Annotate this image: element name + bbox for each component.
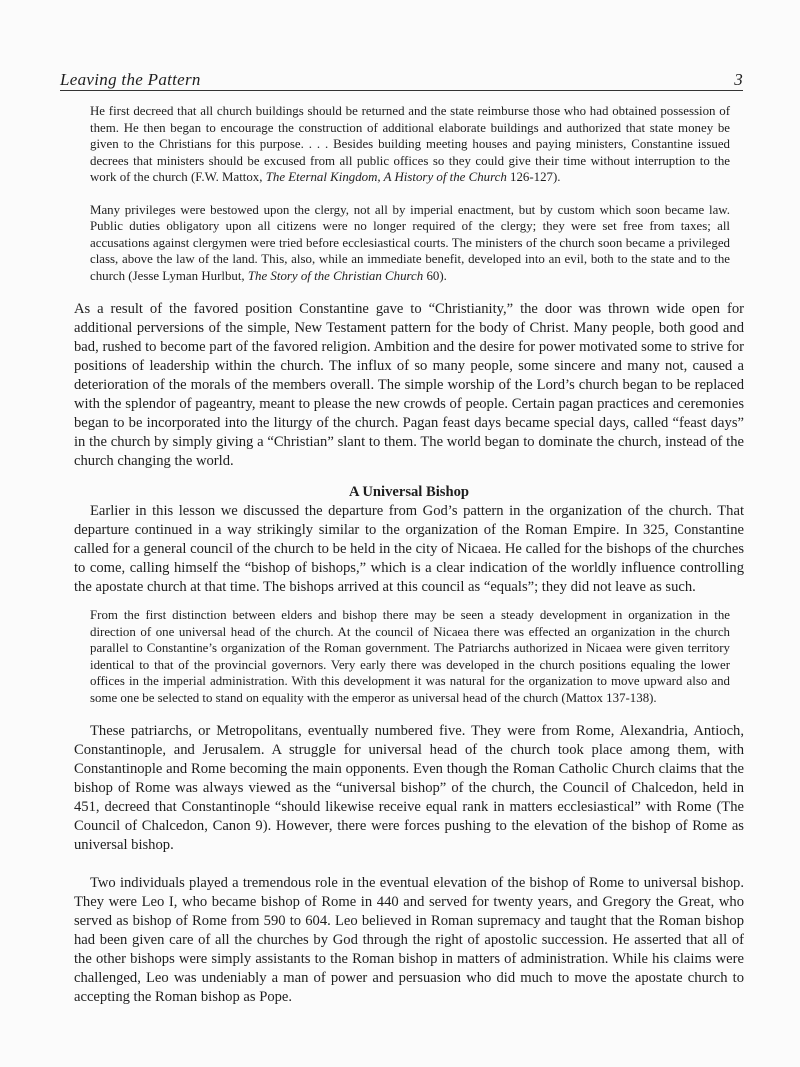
quote-citation-title: The Eternal Kingdom, A History of the Church — [265, 170, 507, 184]
quote-text: Many privileges were bestowed upon the clergy, not all by imperial enactment, but by custom which soon became law. Public duties obligatory upon all citizens were no longer required of the clergy; they were set free from taxes; all accusations against clergymen were tried before ecclesiastical courts. The ministers of the church soon became a privileged class, above the law of the land. This, also, while an immediate benefit, developed into an evil, both to the state and to the church (Jesse Lyman Hurlbut, — [90, 202, 730, 283]
page-number: 3 — [734, 70, 743, 89]
body-paragraph-3: These patriarchs, or Metropolitans, eventually numbered five. They were from Rome, Alexandria, Antioch, Constantinople, and Jerusalem. A struggle for universal head of the church took place among them, with Constantinople and Rome becoming the main opponents. Even though the Roman Catholic Church claims that the bishop of Rome was always viewed as the “universal bishop” of the church, the Council of Chalcedon, held in 451, decreed that Constantinople “should likewise receive equal rank in matters ecclesiastical” with Rome (The Council of Chalcedon, Canon 9). However, there were forces pushing to the elevation of the bishop of Rome as universal bishop. — [74, 723, 744, 853]
page-content — [74, 103, 744, 1007]
block-quote-hurlbut — [90, 202, 730, 285]
block-quote-mattox-1 — [90, 103, 730, 186]
running-title: Leaving the Pattern — [60, 70, 201, 89]
header-rule — [60, 90, 743, 91]
body-paragraph-4: Two individuals played a tremendous role in the eventual elevation of the bishop of Rome to universal bishop. They were Leo I, who became bishop of Rome in 440 and served for twenty years, and Gregory the Great, who served as bishop of Rome from 590 to 604. Leo believed in Roman supremacy and taught that the Roman bishop had been given care of all the churches by God through the right of apostolic succession. He asserted that all of the other bishops were simply assistants to the Roman bishop in matters of administration. While his claims were challenged, Leo was undeniably a man of power and persuasion who did much to move the apostate church to accepting the Roman bishop as Pope. — [74, 875, 744, 1005]
quote-citation-title: The Story of the Christian Church — [247, 268, 424, 283]
section-heading: A Universal Bishop — [348, 484, 470, 500]
body-paragraph-1: As a result of the favored position Constantine gave to “Christianity,” the door was thrown wide open for additional perversions of the simple, New Testament pattern for the body of Christ. Many people, both good and bad, rushed to become part of the favored religion. Ambition and the desire for power motivated some to strive for positions of leadership within the church. The influx of so many people, some sincere and many not, caused a deterioration of the morals of the members overall. The simple worship of the Lord’s church began to be replaced with the splendor of pageantry, meant to please the new crowds of people. Certain pagan practices and ceremonies began to be incorporated into the liturgy of the church. Pagan feast days became special days, called “feast days” in the church by simply giving a “Christian” slant to them. The world began to dominate the church, instead of the church changing the world. — [74, 301, 744, 469]
body-paragraph-2: Earlier in this lesson we discussed the departure from God’s pattern in the organization of the church. That departure continued in a way strikingly similar to the organization of the Roman Empire. In 325, Constantine called for a general council of the church to be held in the city of Nicaea. He called for the bishops of the churches to come, calling himself the “bishop of bishops,” which is a clear indication of the worldly influence controlling the apostate church at that time. The bishops arrived at this council as “equals”; they did not leave as such. — [74, 503, 744, 595]
quote-text: He first decreed that all church buildings should be returned and the state reimburse those who had obtained possession of them. He then began to encourage the construction of additional elaborate buildings and authorized that state money be given to the Christians for this purpose. . . . Besides building meeting houses and paying ministers, Constantine issued decrees that ministers should be excused from all public offices so they could give their time without interruption to the work of the church (F.W. Mattox, — [90, 104, 730, 184]
quote-citation-tail: 60). — [423, 268, 447, 283]
quote-citation-tail: 126-127). — [506, 170, 561, 184]
page-header — [60, 70, 743, 90]
block-quote-mattox-2: From the first distinction between elders and bishop there may be seen a steady development in organization in the direction of one universal head of the church. At the council of Nicaea there was effected an organization in the church parallel to Constantine’s organization of the Roman government. The Patriarchs authorized in Nicaea were given territory identical to that of the provincial governors. Very early there was developed in the church positions equaling the lower offices in the imperial administration. With this development it was natural for the organization to move upward also and some one be selected to stand on equality with the emperor as universal head of the church (Mattox 137-138). — [90, 608, 730, 705]
